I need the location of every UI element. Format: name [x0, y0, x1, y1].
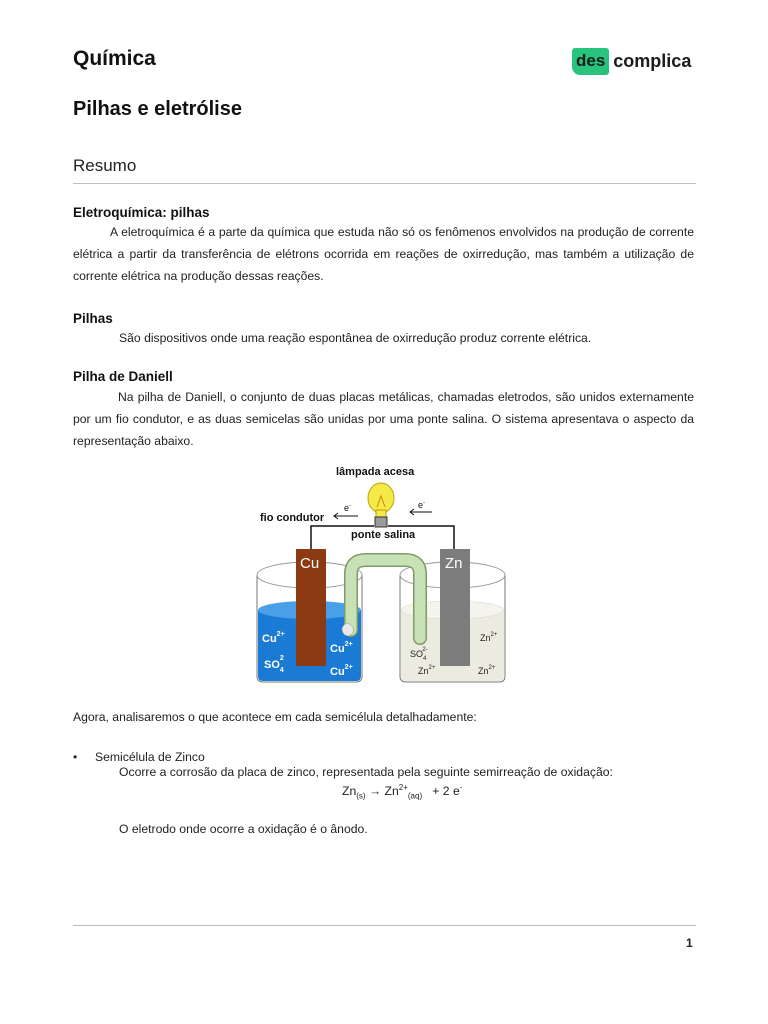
lamp-label: lâmpada acesa [336, 466, 415, 478]
paragraph-eletroquimica: A eletroquímica é a parte da química que estuda não só os fenômenos envolvidos na produção de corrente elétrica a partir da transferência de elétrons ocorrida em reações de oxirredução, mas também a utilização de corrente elétrica na produção dessas reações. [73, 225, 694, 283]
descomplica-logo [572, 46, 691, 76]
bridge-label: ponte salina [351, 529, 416, 541]
paragraph-corrosao: Ocorre a corrosão da placa de zinco, representada pela seguinte semirreação de oxidação: [119, 765, 613, 779]
logo-text: complica [613, 51, 692, 71]
logo-box: des [572, 48, 609, 75]
document-title: Pilhas e eletrólise [73, 98, 242, 120]
bullet-zinco [73, 750, 205, 764]
heading-pilha-daniell: Pilha de Daniell [73, 369, 173, 384]
oxidation-equation: $Zn_{(s)} \to Zn^{2+}_{(aq)}$ + 2 e- [342, 783, 463, 801]
section-divider [73, 183, 696, 184]
paragraph-pilha-daniell: Na pilha de Daniell, o conjunto de duas placas metálicas, chamadas eletrodos, são unidos externamente por um fio condutor, e as duas semicelas são unidas por uma ponte salina. O sistema apresentava o aspecto da representação abaixo. [73, 390, 694, 448]
zn-ion-2: $Zn^{2+}$ [418, 665, 436, 676]
paragraph-analise: Agora, analisaremos o que acontece em cada semicélula detalhadamente: [73, 710, 477, 724]
electron-right-label: e- [418, 500, 426, 510]
zn-ion-3: $Zn^{2+}$ [478, 665, 496, 676]
so4-ion-left: $SO_42$ [264, 655, 284, 674]
wire-label: fio condutor [260, 512, 325, 524]
daniell-cell-diagram [250, 460, 520, 688]
zn-label: Zn [445, 555, 463, 572]
subject-title: Química [73, 47, 156, 70]
cu-ion-1: $Cu^{2+}$ [262, 631, 285, 645]
bullet-symbol: • [73, 750, 78, 764]
cu-label: Cu [300, 555, 320, 572]
paragraph-anodo: O eletrodo onde ocorre a oxidação é o ânodo. [119, 822, 368, 836]
electron-left-label: e- [344, 503, 352, 513]
so4-ion-right: $SO_42-$ [410, 647, 428, 662]
paragraph-pilhas: São dispositivos onde uma reação espontânea de oxirredução produz corrente elétrica. [119, 331, 592, 345]
footer-divider [73, 925, 696, 926]
cu-ion-2: $Cu^{2+}$ [330, 641, 353, 655]
cu-ion-3: $Cu^{2+}$ [330, 664, 353, 678]
heading-pilhas: Pilhas [73, 311, 113, 326]
lamp-icon [368, 483, 394, 527]
heading-eletroquimica: Eletroquímica: pilhas [73, 205, 210, 220]
bullet-title: Semicélula de Zinco [95, 750, 205, 764]
zn-ion-1: $Zn^{2+}$ [480, 632, 498, 643]
page-number: 1 [686, 936, 693, 950]
section-title: Resumo [73, 156, 137, 175]
